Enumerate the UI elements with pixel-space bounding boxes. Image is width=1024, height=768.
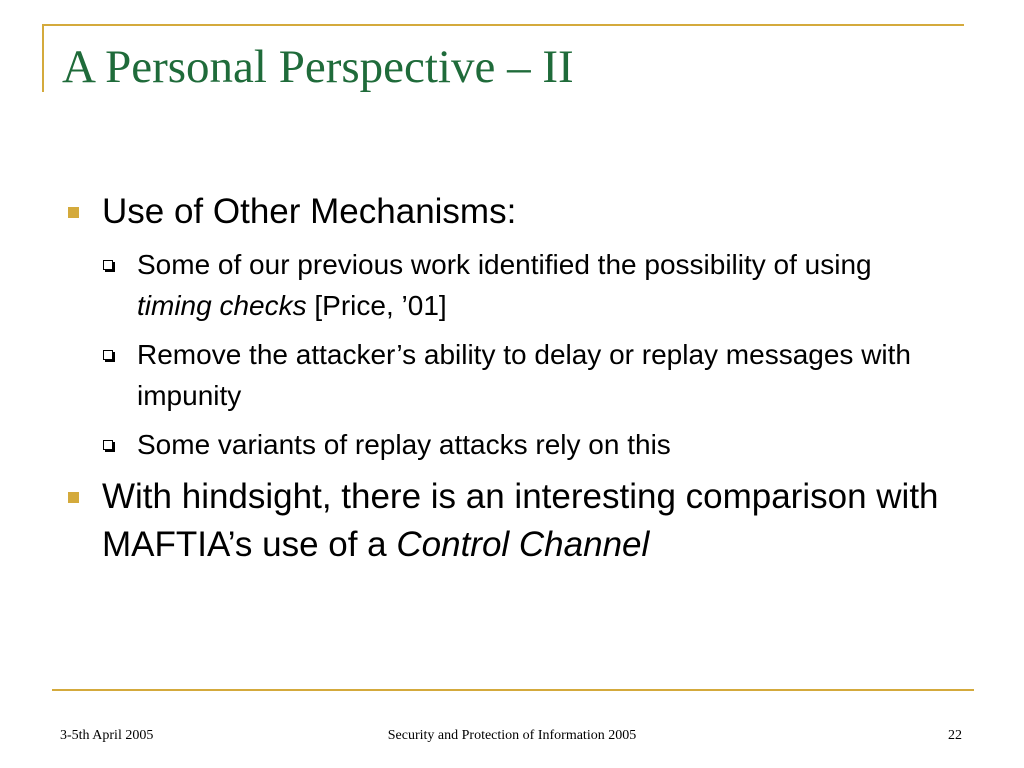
sub-bullet-text: Some of our previous work identified the possibility of using <box>137 249 872 280</box>
hollow-square-bullet-icon <box>103 440 113 450</box>
sub-bullet-item-2 <box>60 334 940 416</box>
sub-bullet-text: Some variants of replay attacks rely on this <box>137 429 671 460</box>
square-bullet-icon <box>68 492 79 503</box>
slide-title: A Personal Perspective – II <box>62 41 574 93</box>
bullet-italic-term: Control Channel <box>396 525 650 564</box>
sub-bullet-list <box>60 244 940 465</box>
slide-body <box>60 188 940 577</box>
footer-page-number: 22 <box>948 728 962 743</box>
sub-bullet-citation: [Price, ’01] <box>306 290 447 321</box>
bullet-item-2 <box>60 473 940 569</box>
square-bullet-icon <box>68 207 79 218</box>
footer-rule <box>52 689 974 691</box>
sub-bullet-italic-term: timing checks <box>137 290 307 321</box>
hollow-square-bullet-icon <box>103 260 113 270</box>
hollow-square-bullet-icon <box>103 350 113 360</box>
title-frame-top-rule <box>42 24 964 26</box>
title-frame-left-rule <box>42 24 44 92</box>
bullet-text: With hindsight, there is an interesting comparison with MAFTIA’s use of a <box>102 477 939 564</box>
sub-bullet-text: Remove the attacker’s ability to delay or replay messages with impunity <box>137 339 911 411</box>
footer-date: 3-5th April 2005 <box>60 728 154 743</box>
sub-bullet-item-1 <box>60 244 940 326</box>
bullet-item-1 <box>60 188 940 236</box>
footer-event: Security and Protection of Information 2005 <box>387 728 637 743</box>
sub-bullet-item-3 <box>60 424 940 465</box>
bullet-text: Use of Other Mechanisms: <box>102 192 517 231</box>
